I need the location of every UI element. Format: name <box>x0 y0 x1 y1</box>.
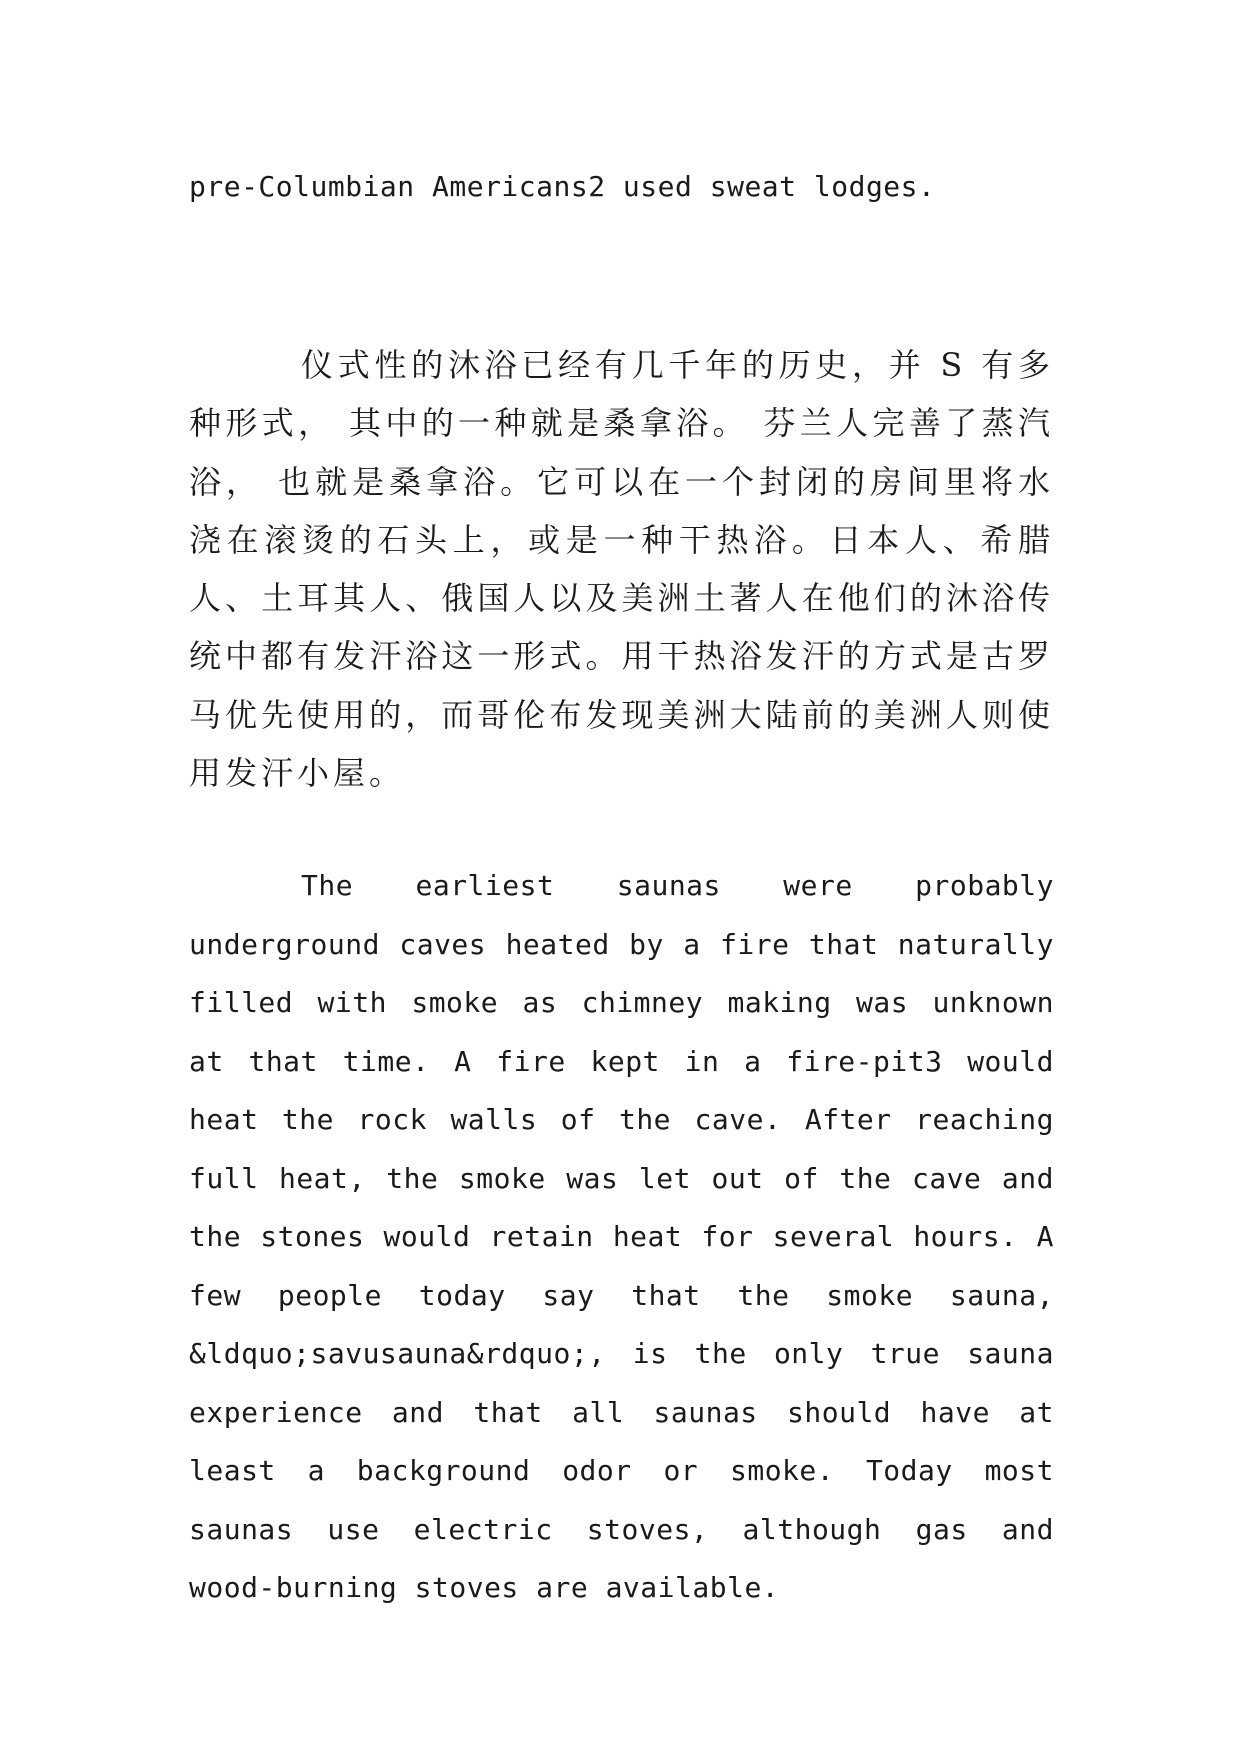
paragraph-earliest-saunas: The earliest saunas were probably underground caves heated by a fire that naturally filled with smoke as chimney making was unknown at that time. A fire kept in a fire-pit3 would heat the rock walls of the cave. After reaching full heat, the smoke was let out of the cave and the stones would retain heat for several hours. A few people today say that the smoke sauna, &ldquo;savusauna&rdquo;, is the only true sauna experience and that all saunas should have at least a background odor or smoke. Today most saunas use electric stoves, although gas and wood-burning stoves are available. <box>189 869 1054 1604</box>
paragraph-chinese-translation: 仪式性的沐浴已经有几千年的历史，并 S 有多种形式， 其中的一种就是桑拿浴。 芬兰人完善了蒸汽浴， 也就是桑拿浴。它可以在一个封闭的房间里将水浇在滚烫的石头上，或是一种干热浴。日本人、希腊人、土耳其人、俄国人以及美洲土著人在他们的沐浴传统中都有发汗浴这一形式。用干热浴发汗的方式是古罗 马优先使用的，而哥伦布发现美洲大陆前的美洲人则使用发汗小屋。 <box>189 346 1054 793</box>
paragraph-continuation: pre-Columbian Americans2 used sweat lodges. <box>189 170 936 203</box>
